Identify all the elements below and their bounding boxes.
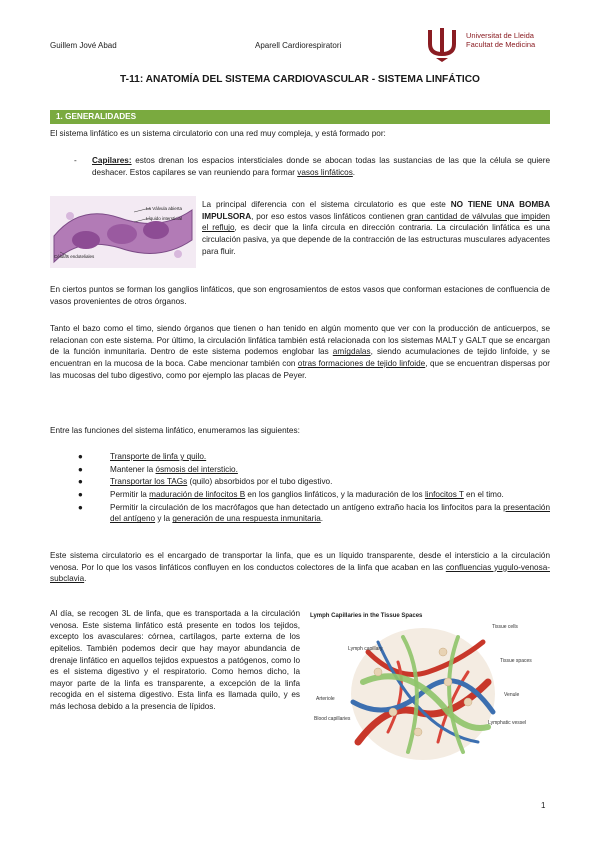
figure2-label-tissue-cells: Tissue cells <box>492 624 518 630</box>
ganglios-paragraph: En ciertos puntos se forman los ganglios linfáticos, que son engrosamientos de estos vasos que conforman estaciones de confluencia de vasos provenientes de otros órganos. <box>50 285 550 306</box>
transporte-text-2: . <box>84 574 87 584</box>
bullet-icon: ● <box>78 464 83 474</box>
bazo-paragraph <box>50 323 550 381</box>
list-item <box>74 489 550 501</box>
capilares-paragraph <box>92 155 550 178</box>
capilares-term: Capilares: <box>92 156 132 165</box>
figure2-title: Lymph Capillaries in the Tissue Spaces <box>310 613 423 619</box>
bazo-text-2: , siendo acumulaciones de tejido linfoide, y se encuentran en la mucosa de la boca. Cabe mencionar también con <box>50 347 550 368</box>
figure2-label-venule: Venule <box>504 692 520 698</box>
funcion-4-text-3: en el timo. <box>463 489 504 499</box>
lymph-capillaries-figure <box>308 612 550 764</box>
figure2-label-arteriole: Arteriole <box>316 696 335 702</box>
funcion-2-term: ósmosis del intersticio. <box>155 464 238 474</box>
funcion-3-term: Transportar los TAGs <box>110 477 188 487</box>
bullet-icon: ● <box>78 502 83 512</box>
funcion-5-text-3: . <box>320 514 324 524</box>
intro-paragraph: El sistema linfático es un sistema circulatorio con una red muy compleja, y está formado por: <box>50 129 386 138</box>
figure2-label-tissue-spaces: Tissue spaces <box>500 658 532 664</box>
figure1-label-interstitial: Líquido intersticial <box>146 216 183 221</box>
lymph-capillary-figure <box>50 196 196 268</box>
transporte-text-1: Este sistema circulatorio es el encargado de transportar la linfa, que es un líquido transparente, desde el intersticio a la circulación venosa. Por lo que los vasos linfáticos confluyen en los conductos colectores de la linfa que acaban en las <box>50 551 550 572</box>
dia-paragraph: Al día, se recogen 3L de linfa, que es transportada a la circulación venosa. Este sistema linfático está presente en todos los tejidos, excepto los avasculares: córnea, cartílagos, parte externa de los epitelios. También podemos decir que hay mayor abundancia de drenaje linfático en aquellos tejidos expuestos a patógenos, como lo es el sistema digestivo y el respiratorio. Como hemos dicho, la mayor parte de la linfa es transparente, a excepción de la linfa recogida en el sistema digestivo. Esta linfa es llamada quilo, y es más lechosa debido a la presencia de lípidos. <box>50 609 300 712</box>
capilares-text: estos drenan los espacios intersticiales donde se abocan todas las sustancias de las que la célula se quiere deshacer. Estos capilares se van reuniendo para formar <box>92 156 550 177</box>
header-author: Guillem Jové Abad <box>50 41 117 50</box>
funcion-4-text-1: Permitir la <box>110 489 150 499</box>
funcion-4-text-2: en los ganglios linfáticos, y la maduración de los <box>245 489 425 499</box>
figure2-label-lymph-capillary: Lymph capillary <box>348 646 383 652</box>
funcion-1: Transporte de linfa y quilo. <box>110 452 207 461</box>
funciones-list <box>74 451 550 526</box>
vasos-linfaticos-link: vasos linfáticos <box>297 167 353 177</box>
header-subject: Aparell Cardiorespiratori <box>255 41 342 50</box>
bomba-bold: NO TIENE UNA BOMBA IMPULSORA <box>202 200 551 221</box>
funciones-intro: Entre las funciones del sistema linfático, enumeramos las siguientes: <box>50 426 300 435</box>
bomba-text-2: , por eso estos vasos linfáticos contienen <box>251 211 408 221</box>
university-logo-mark-icon <box>422 26 462 62</box>
bullet-icon: ● <box>78 477 83 487</box>
funcion-5-text-1: Permitir la circulación de los macrófagos que han detectado un antígeno extraño hacia los linfocitos para la <box>110 502 504 512</box>
bullet-icon: ● <box>78 452 83 461</box>
list-item <box>74 502 550 525</box>
bomba-text-1: La principal diferencia con el sistema circulatorio es que este <box>202 200 451 209</box>
bomba-text-3: , es decir que la linfa circula en dirección contraria. La circulación linfática es una circulación pasiva, ya que depende de la contracción de las estructuras musculares adyacentes para fluir. <box>202 223 550 256</box>
page-title: T-11: ANATOMÍA DEL SISTEMA CARDIOVASCULAR - SISTEMA LINFÁTICO <box>120 74 480 85</box>
bullet-icon: ● <box>78 489 83 499</box>
amigdalas-term: amígdalas <box>332 347 371 357</box>
bomba-paragraph <box>202 199 550 257</box>
list-item <box>74 451 550 463</box>
funcion-5-term-2: generación de una respuesta inmunitaria <box>172 514 321 524</box>
funcion-5-term-1: presentación del antígeno <box>110 502 550 524</box>
figure1-label-valve: La Válvula abierta <box>146 206 183 211</box>
bazo-text-1: Tanto el bazo como el timo, siendo órganos que tienen o han tenido en algún momento que ver con la producción de anticuerpos, se relacionan con este sistema. Por último, la circulación linfática también está relacionada con los sistemas MALT y GALT que se encargan de la función inmunitaria. Dentro de este sistema podemos englobar las <box>50 324 550 357</box>
figure2-label-blood-capillaries: Blood capillaries <box>314 716 351 722</box>
section-heading: 1. GENERALIDADES <box>50 110 550 124</box>
confluencias-term: confluencias yugulo-venosa-subclavia <box>50 562 550 584</box>
bazo-text-3: , que se encuentran dispersas por las mucosas del tubo digestivo, como por ejemplo las placas de Peyer. <box>50 358 551 380</box>
logo-line-1: Universitat de Lleida <box>466 31 534 40</box>
list-item <box>74 464 550 476</box>
capilares-end: . <box>352 167 356 177</box>
transporte-paragraph <box>50 550 550 585</box>
figure2-label-lymphatic-vessel: Lymphatic vessel <box>488 720 527 726</box>
funcion-4-term-2: linfocitos T <box>424 489 464 499</box>
university-logo <box>422 26 552 62</box>
funcion-2-text: Mantener la <box>110 464 156 474</box>
page-number: 1 <box>541 801 546 810</box>
list-item <box>74 476 550 488</box>
bomba-underline: gran cantidad de válvulas que impiden el reflujo <box>202 211 550 233</box>
funcion-5-text-2: y la <box>155 514 173 524</box>
logo-line-2: Facultat de Medicina <box>466 40 536 50</box>
list-dash: - <box>74 156 77 165</box>
tejido-linfoide-term: otras formaciones de tejido linfoide <box>297 358 426 368</box>
funcion-3-text: (quilo) absorbidos por el tubo digestivo. <box>187 477 333 487</box>
figure1-label-endothelial: Células endoteliales <box>54 254 95 259</box>
funcion-4-term-1: maduración de linfocitos B <box>149 489 246 499</box>
